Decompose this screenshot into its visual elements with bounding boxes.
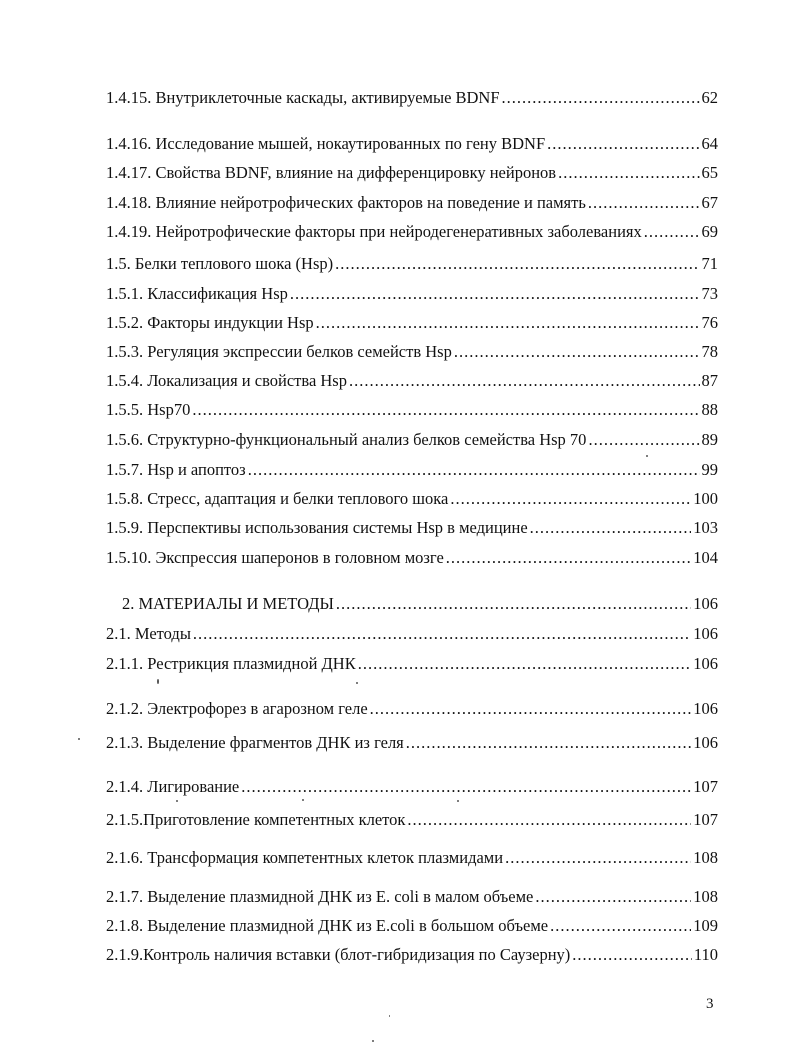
toc-entry (106, 460, 718, 480)
toc-leader (370, 699, 692, 719)
toc-leader (248, 460, 700, 480)
toc-entry-title: 2.1.5.Приготовление компетентных клеток (106, 810, 406, 829)
toc-leader (550, 916, 691, 936)
page-number: 3 (706, 996, 714, 1012)
toc-leader (358, 654, 692, 674)
toc-entry-title: 2. МАТЕРИАЛЫ И МЕТОДЫ (122, 594, 334, 613)
toc-entry-title: 2.1.4. Лигирование (106, 777, 240, 796)
toc-entry-page: 99 (701, 460, 718, 479)
toc-leader (588, 193, 700, 213)
toc-leader (644, 222, 700, 242)
toc-leader (502, 88, 700, 108)
scan-speck (646, 455, 648, 457)
toc-entry-page: 106 (693, 624, 718, 643)
toc-entry-title: 1.5.7. Hsp и апоптоз (106, 460, 246, 479)
toc-entry-page: 76 (701, 313, 718, 332)
toc-entry-title: 1.5.4. Локализация и свойства Hsp (106, 371, 347, 390)
toc-entry (106, 400, 718, 420)
toc-entry-page: 106 (693, 594, 718, 613)
toc-entry (106, 518, 718, 538)
toc-entry (106, 548, 718, 568)
toc-entry (106, 254, 718, 274)
toc-entry (106, 733, 718, 753)
toc-entry-title: 1.5. Белки теплового шока (Hsp) (106, 254, 334, 273)
toc-entry-page: 69 (701, 222, 718, 241)
scan-speck (157, 679, 159, 684)
toc-entry-title: 1.5.1. Классификация Hsp (106, 284, 288, 303)
toc-leader (558, 163, 699, 183)
toc-entry-title: 1.5.2. Факторы индукции Hsp (106, 313, 314, 332)
toc-entry-title: 1.4.18. Влияние нейротрофических факторов на поведение и память (106, 193, 586, 212)
scan-speck (389, 1015, 390, 1017)
toc-entry-title: 2.1.8. Выделение плазмидной ДНК из E.coli в большом объеме (106, 916, 549, 935)
toc-entry (106, 193, 718, 213)
toc-entry-page: 103 (693, 518, 718, 537)
toc-entry-page: 88 (701, 400, 718, 419)
toc-entry-title: 2.1.7. Выделение плазмидной ДНК из E. coli в малом объеме (106, 887, 534, 906)
toc-entry-page: 106 (693, 699, 718, 718)
toc-entry (106, 430, 718, 450)
toc-leader (349, 371, 700, 391)
toc-leader (192, 400, 699, 420)
scan-speck (457, 800, 459, 802)
toc-leader (446, 548, 691, 568)
toc-leader (547, 134, 699, 154)
scan-speck (176, 800, 178, 802)
toc-leader (290, 284, 700, 304)
toc-entry-page: 78 (701, 342, 718, 361)
toc-entry-page: 108 (693, 848, 718, 867)
scan-speck (302, 799, 304, 801)
toc-leader (193, 624, 691, 644)
scan-speck (356, 682, 358, 684)
toc-entry (106, 916, 718, 936)
toc-entry-page: 87 (701, 371, 718, 390)
toc-entry (106, 945, 718, 965)
toc-leader (450, 489, 691, 509)
toc-entry-page: 67 (701, 193, 718, 212)
toc-entry-title: 1.4.19. Нейротрофические факторы при нейродегенеративных заболеваниях (106, 222, 642, 241)
toc-entry-title: 2.1.3. Выделение фрагментов ДНК из геля (106, 733, 404, 752)
toc-entry-page: 62 (701, 88, 718, 107)
toc-leader (572, 945, 692, 965)
toc-entry (106, 887, 718, 907)
toc-leader (316, 313, 700, 333)
toc-entry (106, 654, 718, 674)
toc-leader (454, 342, 700, 362)
toc-entry-page: 107 (693, 810, 718, 829)
toc-leader (406, 733, 691, 753)
toc-entry-title: 2.1. Методы (106, 624, 191, 643)
toc-entry (106, 810, 718, 830)
toc-entry-title: 2.1.6. Трансформация компетентных клеток плазмидами (106, 848, 504, 867)
toc-entry-page: 104 (693, 548, 718, 567)
toc-entry-page: 108 (693, 887, 718, 906)
toc-entry (106, 134, 718, 154)
scan-speck (372, 1040, 374, 1042)
toc-entry (106, 284, 718, 304)
toc-entry (106, 777, 718, 797)
toc-entry-title: 1.5.8. Стресс, адаптация и белки теплового шока (106, 489, 449, 508)
toc-entry (106, 163, 718, 183)
toc-entry (106, 88, 718, 108)
toc-entry-page: 64 (701, 134, 718, 153)
toc-leader (535, 887, 691, 907)
toc-entry (106, 699, 718, 719)
toc-leader (335, 254, 699, 274)
toc-entry-title: 1.4.17. Свойства BDNF, влияние на дифференцировку нейронов (106, 163, 557, 182)
toc-leader (588, 430, 699, 450)
toc-entry-page: 73 (701, 284, 718, 303)
toc-leader (530, 518, 692, 538)
toc-entry-page: 109 (693, 916, 718, 935)
scan-speck (78, 738, 80, 740)
toc-entry-title: 1.5.6. Структурно-функциональный анализ белков семейства Hsp 70 (106, 430, 587, 449)
toc-entry (106, 848, 718, 868)
toc-entry-page: 106 (693, 654, 718, 673)
toc-entry (106, 371, 718, 391)
toc-leader (336, 594, 691, 614)
toc-entry-title: 2.1.1. Рестрикция плазмидной ДНК (106, 654, 356, 673)
toc-entry-title: 1.5.10. Экспрессия шаперонов в головном мозге (106, 548, 444, 567)
toc-entry (106, 489, 718, 509)
toc-entry-page: 71 (701, 254, 718, 273)
toc-entry-title: 1.4.15. Внутриклеточные каскады, активируемые BDNF (106, 88, 500, 107)
toc-leader (505, 848, 691, 868)
toc-entry (106, 624, 718, 644)
toc-entry-title: 1.4.16. Исследование мышей, нокаутированных по гену BDNF (106, 134, 546, 153)
toc-entry (106, 222, 718, 242)
toc-entry-title: 1.5.5. Hsp70 (106, 400, 191, 419)
toc-leader (407, 810, 691, 830)
toc-entry-page: 89 (701, 430, 718, 449)
toc-entry-title: 1.5.3. Регуляция экспрессии белков семейств Hsp (106, 342, 452, 361)
toc-chapter-heading (122, 594, 718, 614)
toc-entry-page: 100 (693, 489, 718, 508)
toc-entry-title: 2.1.9.Контроль наличия вставки (блот-гибридизация по Саузерну) (106, 945, 571, 964)
toc-entry-page: 65 (701, 163, 718, 182)
toc-entry-page: 107 (693, 777, 718, 796)
toc-entry (106, 342, 718, 362)
toc-leader (241, 777, 691, 797)
toc-entry (106, 313, 718, 333)
toc-entry-title: 1.5.9. Перспективы использования системы Hsp в медицине (106, 518, 528, 537)
toc-entry-page: 110 (693, 945, 718, 964)
toc-entry-page: 106 (693, 733, 718, 752)
toc-entry-title: 2.1.2. Электрофорез в агарозном геле (106, 699, 368, 718)
